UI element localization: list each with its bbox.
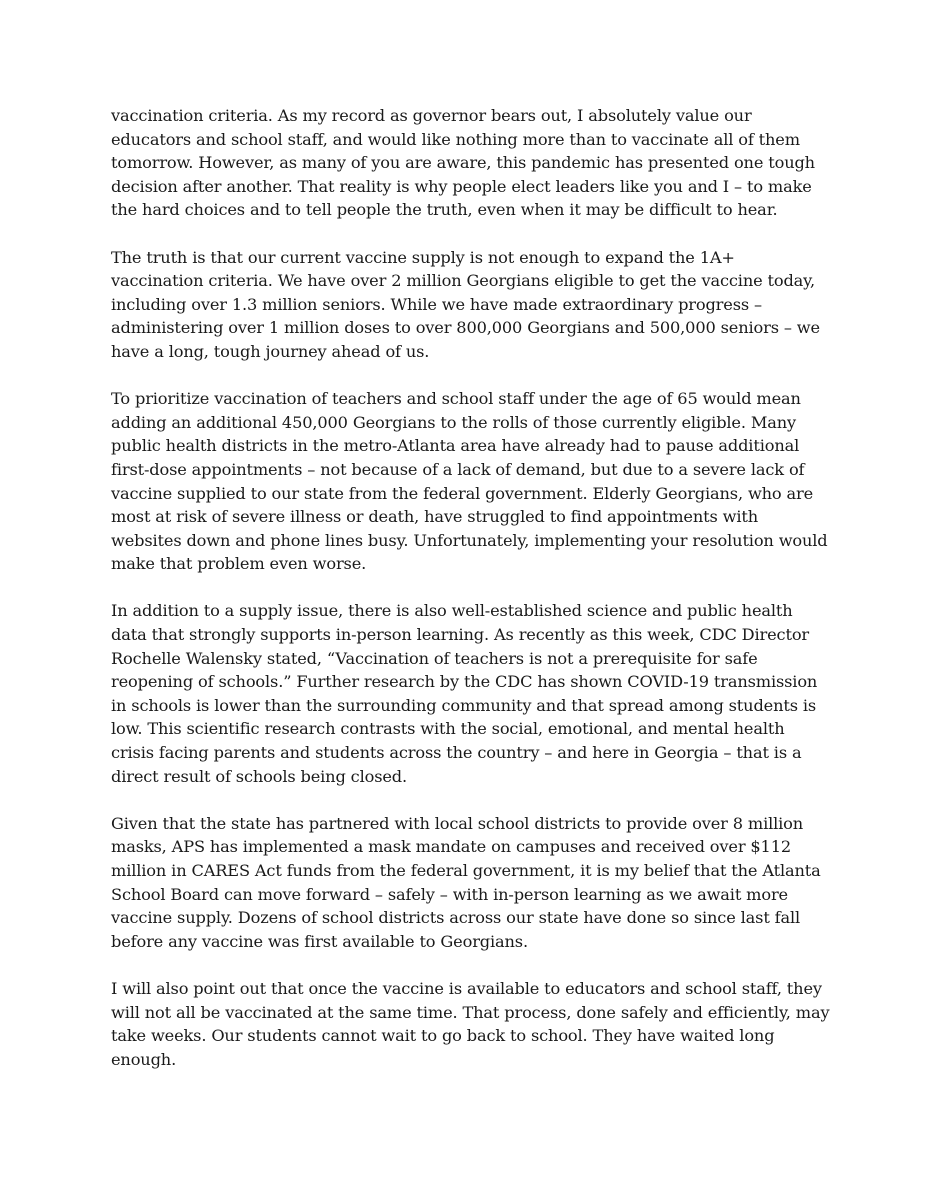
paragraph-vaccination-timeline: I will also point out that once the vaccine is available to educators and school staff, they will not all be vaccinated at the same time. That process, done safely and efficiently, may take weeks. Our students cannot wait to go back to school. They have waited long enough. <box>111 978 830 1069</box>
paragraph-vaccination-criteria: vaccination criteria. As my record as governor bears out, I absolutely value our educators and school staff, and would like nothing more than to vaccinate all of them tomorrow. However, as many of you are aware, this pandemic has presented one tough decision after another. That reality is why people elect leaders like you and I – to make the hard choices and to tell people the truth, even when it may be difficult to hear. <box>111 106 815 220</box>
paragraph-teacher-prioritization: To prioritize vaccination of teachers and school staff under the age of 65 would mean adding an additional 450,000 Georgians to the rolls of those currently eligible. Many public health districts in the metro-Atlanta area have already had to pause additional first-dose appointments – not because of a lack of demand, but due to a severe lack of vaccine supplied to our state from the federal government. Elderly Georgians, who are most at risk of severe illness or death, have struggled to find appointments with websites down and phone lines busy. Unfortunately, implementing your resolution would make that problem even worse. <box>111 389 828 574</box>
letter-body <box>111 104 831 1071</box>
paragraph-school-safety-measures: Given that the state has partnered with local school districts to provide over 8 million masks, APS has implemented a mask mandate on campuses and received over $112 million in CARES Act funds from the federal government, it is my belief that the Atlanta School Board can move forward – safely – with in-person learning as we await more vaccine supply. Dozens of school districts across our state have done so since last fall before any vaccine was first available to Georgians. <box>111 813 821 951</box>
paragraph-in-person-learning-science: In addition to a supply issue, there is also well-established science and public health data that strongly supports in-person learning. As recently as this week, CDC Director Rochelle Walensky stated, “Vaccination of teachers is not a prerequisite for safe reopening of schools.” Further research by the CDC has shown COVID-19 transmission in schools is lower than the surrounding community and that spread among students is low. This scientific research contrasts with the social, emotional, and mental health crisis facing parents and students across the country – and here in Georgia – that is a direct result of schools being closed. <box>111 601 818 786</box>
paragraph-vaccine-supply: The truth is that our current vaccine supply is not enough to expand the 1A+ vaccination criteria. We have over 2 million Georgians eligible to get the vaccine today, including over 1.3 million seniors. While we have made extraordinary progress – administering over 1 million doses to over 800,000 Georgians and 500,000 seniors – we have a long, tough journey ahead of us. <box>111 247 820 361</box>
